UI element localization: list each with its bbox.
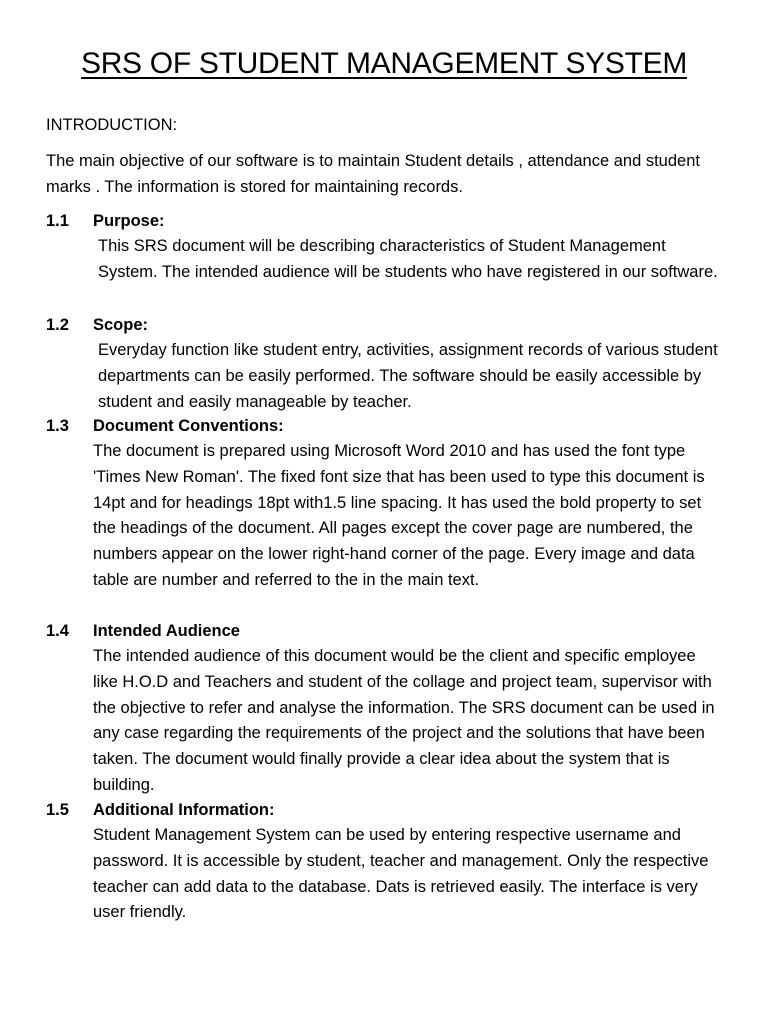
section-heading — [46, 414, 726, 439]
section-number: 1.1 — [46, 212, 69, 230]
intro-heading: INTRODUCTION: — [46, 116, 178, 134]
intro-paragraph: The main objective of our software is to maintain Student details , attendance and student marks . The information is stored for maintaining records. — [46, 152, 700, 196]
section-heading — [46, 313, 726, 338]
section-title: Intended Audience — [93, 622, 240, 640]
section-title: Scope: — [93, 316, 149, 334]
section-title: Additional Information: — [93, 801, 275, 819]
section-body: Student Management System can be used by entering respective username and password. It is accessible by student, teacher and management. Only the respective teacher can add data to the database. Dats is retrieved easily. The interface is very user friendly. — [93, 826, 709, 922]
section-scope — [46, 313, 726, 415]
section-number: 1.3 — [46, 417, 69, 435]
document-title: SRS OF STUDENT MANAGEMENT SYSTEM — [80, 47, 688, 80]
section-number: 1.2 — [46, 316, 69, 334]
section-title: Document Conventions: — [93, 417, 284, 435]
section-number: 1.5 — [46, 801, 69, 819]
section-document-conventions — [46, 414, 726, 594]
section-number: 1.4 — [46, 622, 69, 640]
section-heading — [46, 798, 726, 823]
section-body: The document is prepared using Microsoft Word 2010 and has used the font type 'Times New Roman'. The fixed font size that has been used to type this document is 14pt and for headings 18pt with1.5 line spacing. It has used the bold property to set the headings of the document. All pages except the cover page are numbered, the numbers appear on the lower right-hand corner of the page. Every image and data table are number and referred to the in the main text. — [93, 442, 705, 589]
section-intended-audience — [46, 619, 726, 799]
section-body: This SRS document will be describing characteristics of Student Management System. The intended audience will be students who have registered in our software. — [98, 237, 718, 281]
section-heading — [46, 209, 726, 234]
section-title: Purpose: — [93, 212, 165, 230]
section-body: The intended audience of this document would be the client and specific employee like H.O.D and Teachers and student of the collage and project team, supervisor with the objective to refer and analyse the information. The SRS document can be used in any case regarding the requirements of the project and the solutions that have been taken. The document would finally provide a clear idea about the system that is building. — [93, 647, 715, 794]
section-body: Everyday function like student entry, activities, assignment records of various student departments can be easily performed. The software should be easily accessible by student and easily manageable by teacher. — [98, 341, 718, 411]
section-purpose — [46, 209, 726, 286]
section-heading — [46, 619, 726, 644]
section-additional-information — [46, 798, 726, 926]
